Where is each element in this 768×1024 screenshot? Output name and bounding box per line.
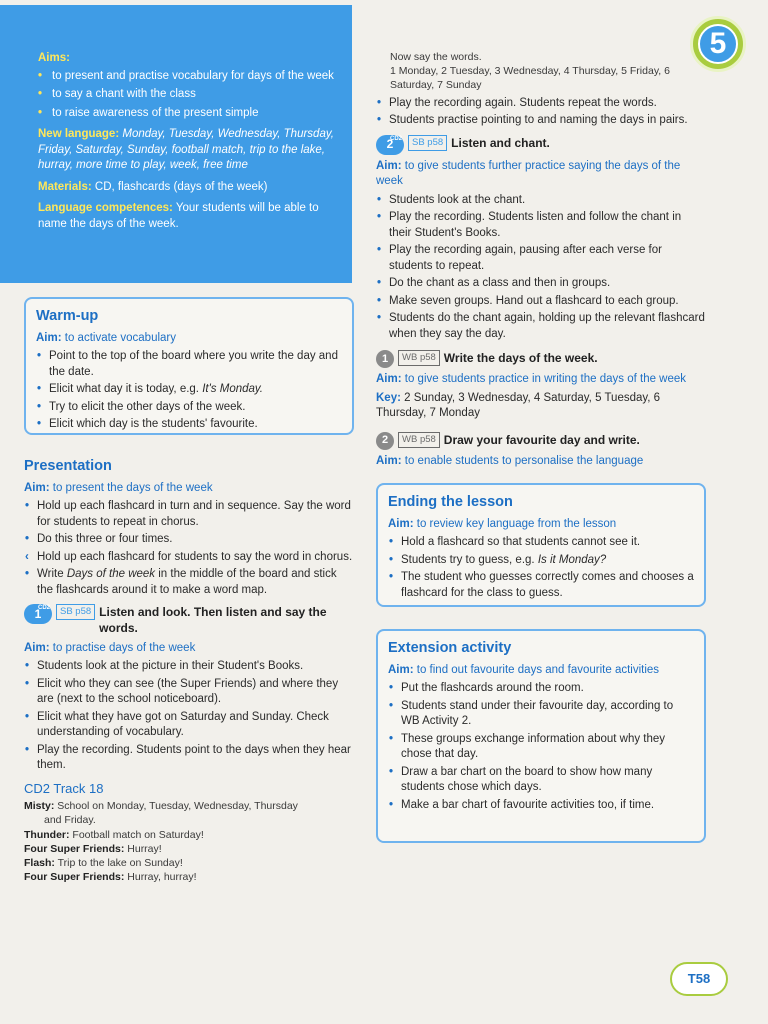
speaker: Misty: xyxy=(24,800,55,813)
speaker: Thunder: xyxy=(24,828,70,841)
list-item xyxy=(388,553,694,569)
activity-number: 1 xyxy=(376,350,394,368)
activity1-aim xyxy=(24,641,354,657)
activity2-aim xyxy=(376,159,706,190)
book-reference: SB p58 xyxy=(408,135,447,151)
list-item: • These groups exchange information about why they chose that day. xyxy=(388,732,694,763)
script-text: and Friday. xyxy=(44,814,96,827)
list-item: • Make seven groups. Hand out a flashcard to each group. xyxy=(376,294,706,310)
list-item-text: Students try to guess, e.g. xyxy=(401,553,535,566)
script-text: Football match on Saturday! xyxy=(72,828,204,841)
presentation-section xyxy=(24,457,354,884)
ending-list xyxy=(388,535,694,601)
aims-heading: Aims: xyxy=(38,52,70,64)
aim-text: to activate vocabulary xyxy=(64,331,176,344)
list-item-example: It's Monday. xyxy=(202,383,263,396)
aims-item: • to present and practise vocabulary for days of the week xyxy=(38,69,336,85)
list-item: • Students look at the chant. xyxy=(376,193,706,209)
list-item: • Hold up each flashcard in turn and in sequence. Say the word for students to repeat in chorus. xyxy=(24,499,354,530)
list-item: • Put the flashcards around the room. xyxy=(388,681,694,697)
list-item: • Students do the chant again, holding up the relevant flashcard when they say the day. xyxy=(376,311,706,342)
activity-title: Draw your favourite day and write. xyxy=(443,432,640,447)
list-item xyxy=(36,382,342,398)
audio-script xyxy=(24,799,354,884)
extension-aim xyxy=(388,663,694,679)
activity-title: Write the days of the week. xyxy=(443,351,598,366)
aim-label: Aim: xyxy=(376,373,402,386)
list-item: • Play the recording again, pausing after each verse for students to repeat. xyxy=(376,243,706,274)
list-item: • The student who guesses correctly comes and chooses a flashcard for the class to guess. xyxy=(388,570,694,601)
list-item: • Play the recording. Students point to the days when they hear them. xyxy=(24,743,354,774)
track-title: CD2 Track 18 xyxy=(24,780,104,796)
warmup-title: Warm-up xyxy=(36,308,99,324)
list-item: • Play the recording. Students listen and follow the chant in their Student's Books. xyxy=(376,210,706,241)
list-item-text: Write xyxy=(37,568,64,581)
presentation-aim xyxy=(24,481,354,497)
aim-label: Aim: xyxy=(388,663,414,676)
ending-title: Ending the lesson xyxy=(388,494,513,511)
script-line xyxy=(24,828,354,842)
list-item-text: Elicit what day it is today, e.g. xyxy=(49,383,199,396)
activity2-header xyxy=(376,135,706,155)
cd-label: CD2 xyxy=(37,605,50,612)
new-language xyxy=(38,127,336,174)
cd-track-badge xyxy=(376,135,404,155)
aim-text: to review key language from the lesson xyxy=(416,517,617,530)
extension-box xyxy=(376,629,706,843)
activity1-header xyxy=(24,604,354,636)
extension-title: Extension activity xyxy=(388,640,512,657)
wb1-header xyxy=(376,350,706,368)
aim-text: to find out favourite days and favourite activities xyxy=(416,663,660,676)
list-item: • Do the chant as a class and then in groups. xyxy=(376,276,706,292)
wb2-header xyxy=(376,432,706,450)
script-text: School on Monday, Tuesday, Wednesday, Thursday xyxy=(57,800,298,813)
unit-badge xyxy=(690,16,746,72)
activity-title: Listen and look. Then listen and say the words. xyxy=(99,605,327,636)
list-item xyxy=(24,567,354,598)
script-line xyxy=(24,842,354,856)
aims-item: • to say a chant with the class xyxy=(38,87,336,103)
list-item: • Students practise pointing to and naming the days in pairs. xyxy=(376,113,706,129)
list-item: • Elicit which day is the students' favourite. xyxy=(36,417,342,433)
wb2-aim xyxy=(376,454,706,470)
right-top-list xyxy=(376,96,706,129)
list-item: • Point to the top of the board where you write the day and the date. xyxy=(36,349,342,380)
ending-box xyxy=(376,483,706,607)
cd-track-badge xyxy=(24,604,52,624)
book-reference: SB p58 xyxy=(56,604,95,620)
script-line xyxy=(24,799,354,827)
materials xyxy=(38,180,336,196)
competences-label: Language competences: xyxy=(38,202,173,215)
aim-label: Aim: xyxy=(376,454,402,467)
say-words xyxy=(376,50,706,93)
aim-label: Aim: xyxy=(376,159,402,172)
activity-number: 2 xyxy=(376,432,394,450)
activity-title: Listen and chant. xyxy=(451,135,550,150)
list-item: ‹ Hold up each flashcard for students to say the word in chorus. xyxy=(24,550,354,566)
list-item: • Elicit what they have got on Saturday and Sunday. Check understanding of vocabulary. xyxy=(24,710,354,741)
list-item-example: Is it Monday? xyxy=(537,553,607,566)
materials-text: CD, flashcards (days of the week) xyxy=(94,180,268,193)
aims-list xyxy=(38,69,336,122)
speaker: Flash: xyxy=(24,856,55,869)
list-item: • Students look at the picture in their Student's Books. xyxy=(24,659,354,675)
script-text: Hurray, hurray! xyxy=(127,871,197,884)
list-item: • Play the recording again. Students repeat the words. xyxy=(376,96,706,112)
competences xyxy=(38,201,336,232)
aim-text: to practise days of the week xyxy=(52,641,196,654)
key-text: 2 Sunday, 3 Wednesday, 4 Saturday, 5 Tuesday, 6 Thursday, 7 Monday xyxy=(376,391,661,420)
script-text: Trip to the lake on Sunday! xyxy=(57,856,183,869)
wb1-aim xyxy=(376,372,706,388)
list-item: • Make a bar chart of favourite activities too, if time. xyxy=(388,798,694,814)
aims-box xyxy=(0,5,352,283)
presentation-list xyxy=(24,499,354,598)
activity-number: 2 xyxy=(386,137,394,152)
book-reference: WB p58 xyxy=(398,432,440,448)
key-label: Key: xyxy=(376,391,401,404)
say-words-list: 1 Monday, 2 Tuesday, 3 Wednesday, 4 Thursday, 5 Friday, 6 Saturday, 7 Sunday xyxy=(390,65,670,92)
activity2-list xyxy=(376,193,706,343)
aim-label: Aim: xyxy=(24,641,50,654)
say-words-intro: Now say the words. xyxy=(390,51,482,63)
list-item: • Elicit who they can see (the Super Friends) and where they are (next to the school noticeboard). xyxy=(24,677,354,708)
activity1-list xyxy=(24,659,354,774)
new-language-label: New language: xyxy=(38,128,120,141)
warmup-aim xyxy=(36,331,342,347)
book-reference: WB p58 xyxy=(398,350,440,366)
warmup-list xyxy=(36,349,342,433)
aim-text: to give students practice in writing the days of the week xyxy=(404,373,687,386)
wb1-key xyxy=(376,391,706,422)
aim-label: Aim: xyxy=(388,517,414,530)
unit-number: 5 xyxy=(698,24,738,64)
list-item: • Draw a bar chart on the board to show how many students chose which days. xyxy=(388,765,694,796)
list-item-text: in the middle of the board and stick the flashcards around it to make a word map. xyxy=(37,568,337,596)
list-item: • Do this three or four times. xyxy=(24,532,354,548)
materials-label: Materials: xyxy=(38,180,92,193)
right-column xyxy=(376,50,706,843)
warmup-box xyxy=(24,297,354,435)
left-column xyxy=(24,5,354,884)
list-item: • Try to elicit the other days of the week. xyxy=(36,400,342,416)
speaker: Four Super Friends: xyxy=(24,842,125,855)
aims-item: • to raise awareness of the present simple xyxy=(38,106,336,122)
cd-label: CD2 xyxy=(389,135,402,142)
script-text: Hurray! xyxy=(127,842,162,855)
new-language-text: Monday, Tuesday, Wednesday, Thursday, Friday, Saturday, Sunday, football match, trip to the lake, hurray, more time to play, week, free time xyxy=(38,128,334,172)
aim-text: to present the days of the week xyxy=(52,481,213,494)
script-line xyxy=(24,870,354,884)
ending-aim xyxy=(388,517,694,533)
activity-number: 1 xyxy=(34,607,42,622)
list-item: • Students stand under their favourite day, according to WB Activity 2. xyxy=(388,699,694,730)
page-number: T58 xyxy=(670,962,728,996)
aim-text: to give students further practice saying the days of the week xyxy=(376,159,681,188)
extension-list xyxy=(388,681,694,813)
aim-text: to enable students to personalise the language xyxy=(404,454,644,467)
competences-text: Your students will be able to name the days of the week. xyxy=(38,202,319,230)
aim-label: Aim: xyxy=(24,481,50,494)
presentation-title: Presentation xyxy=(24,458,112,474)
list-item: • Hold a flashcard so that students cannot see it. xyxy=(388,535,694,551)
aim-label: Aim: xyxy=(36,331,62,344)
script-line xyxy=(24,856,354,870)
speaker: Four Super Friends: xyxy=(24,871,125,884)
list-item-italic: Days of the week xyxy=(66,568,156,581)
